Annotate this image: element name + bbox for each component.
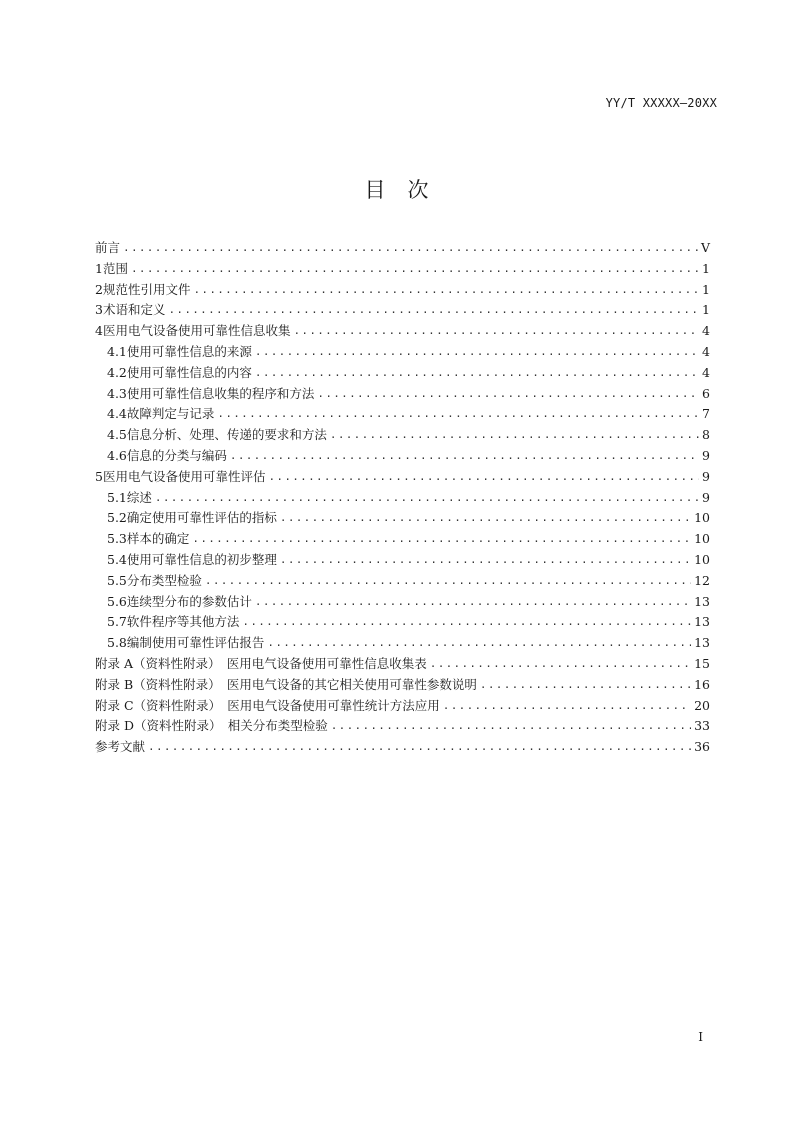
toc-entry-page: V	[700, 240, 710, 255]
toc-entry-number: 5.1	[107, 489, 127, 505]
toc-entry-number: 1	[95, 260, 103, 276]
toc-leader-dots	[317, 384, 699, 405]
toc-entry-page: 33	[694, 718, 710, 734]
toc-entry[interactable]	[95, 550, 710, 571]
toc-entry[interactable]	[95, 321, 710, 342]
toc-leader-dots	[443, 696, 691, 717]
toc-entry[interactable]	[95, 300, 710, 321]
toc-entry-page: 10	[694, 551, 710, 567]
toc-entry-page: 1	[702, 302, 710, 318]
toc-entry-label: 附录 D（资料性附录） 相关分布类型检验	[95, 718, 328, 734]
toc-entry-number: 4.1	[107, 343, 127, 359]
toc-entry-number: 4.6	[107, 447, 127, 463]
toc-leader-dots	[293, 321, 699, 342]
toc-entry-label: 软件程序等其他方法	[126, 614, 240, 630]
toc-entry-page: 12	[694, 572, 710, 588]
toc-entry[interactable]	[95, 342, 710, 363]
toc-entry-label: 综述	[126, 489, 152, 505]
toc-leader-dots	[480, 675, 691, 696]
toc-leader-dots	[131, 259, 699, 280]
toc-entry[interactable]	[95, 259, 710, 280]
toc-leader-dots	[123, 238, 698, 259]
toc-entry-page: 4	[702, 364, 710, 380]
toc-entry[interactable]	[95, 571, 710, 592]
toc-entry-label: 使用可靠性信息的内容	[126, 364, 252, 380]
toc-entry-number: 3	[95, 302, 103, 318]
toc-leader-dots	[255, 363, 699, 384]
toc-leader-dots	[267, 633, 691, 654]
toc-entry-label: 前言	[95, 240, 121, 255]
toc-entry-label: 使用可靠性信息收集的程序和方法	[126, 385, 315, 401]
toc-entry[interactable]	[95, 446, 710, 467]
toc-entry-page: 13	[694, 635, 710, 651]
toc-entry-page: 15	[694, 655, 710, 671]
toc-entry-label: 连续型分布的参数估计	[126, 593, 252, 609]
toc-entry-number: 4.3	[107, 385, 127, 401]
toc-entry-page: 6	[702, 385, 710, 401]
toc-entry[interactable]	[95, 467, 710, 488]
toc-entry-number: 4.5	[107, 427, 127, 443]
toc-entry[interactable]	[95, 488, 710, 509]
toc-entry-page: 1	[702, 281, 710, 297]
toc-entry-page: 9	[702, 447, 710, 463]
toc-leader-dots	[430, 654, 691, 675]
toc-entry[interactable]	[95, 238, 710, 259]
table-of-contents	[95, 238, 710, 758]
toc-entry-page: 8	[702, 427, 710, 443]
toc-entry-page: 20	[694, 697, 710, 713]
toc-entry[interactable]	[95, 529, 710, 550]
toc-entry-page: 7	[702, 406, 710, 422]
toc-entry-label: 术语和定义	[102, 302, 166, 318]
toc-leader-dots	[255, 342, 699, 363]
toc-entry-page: 36	[694, 739, 710, 755]
toc-entry-number: 5.5	[107, 572, 127, 588]
toc-entry[interactable]	[95, 737, 710, 758]
toc-entry-number: 5.4	[107, 551, 127, 567]
toc-entry-number: 5.2	[107, 510, 127, 526]
toc-entry-number: 2	[95, 281, 103, 297]
toc-entry-label: 医用电气设备使用可靠性评估	[102, 468, 266, 484]
toc-leader-dots	[268, 467, 699, 488]
toc-leader-dots	[280, 550, 691, 571]
toc-leader-dots	[280, 508, 691, 529]
toc-leader-dots	[217, 404, 699, 425]
toc-leader-dots	[155, 488, 699, 509]
toc-entry-page: 4	[702, 323, 710, 339]
page-title: 目次	[364, 178, 451, 202]
toc-entry-label: 样本的确定	[126, 531, 190, 547]
toc-entry[interactable]	[95, 654, 710, 675]
toc-entry-page: 16	[694, 676, 710, 692]
toc-entry[interactable]	[95, 675, 710, 696]
toc-entry-page: 9	[702, 468, 710, 484]
toc-entry[interactable]	[95, 404, 710, 425]
toc-entry[interactable]	[95, 425, 710, 446]
toc-leader-dots	[205, 571, 691, 592]
toc-entry[interactable]	[95, 696, 710, 717]
toc-entry-label: 确定使用可靠性评估的指标	[126, 510, 277, 526]
toc-leader-dots	[331, 716, 691, 737]
toc-entry-label: 信息分析、处理、传递的要求和方法	[126, 427, 327, 443]
toc-entry[interactable]	[95, 363, 710, 384]
footer-page-number: I	[698, 1030, 703, 1044]
toc-leader-dots	[148, 737, 691, 758]
toc-entry-page: 4	[702, 343, 710, 359]
toc-entry[interactable]	[95, 508, 710, 529]
toc-leader-dots	[255, 592, 691, 613]
toc-entry-page: 1	[702, 260, 710, 276]
toc-entry[interactable]	[95, 612, 710, 633]
toc-entry-page: 13	[694, 614, 710, 630]
toc-leader-dots	[242, 612, 691, 633]
toc-entry[interactable]	[95, 592, 710, 613]
standard-code: YY/T XXXXX—20XX	[605, 96, 717, 110]
toc-entry[interactable]	[95, 716, 710, 737]
toc-entry-page: 10	[694, 510, 710, 526]
toc-leader-dots	[192, 529, 691, 550]
toc-entry-number: 5.3	[107, 531, 127, 547]
toc-entry-label: 分布类型检验	[126, 572, 202, 588]
toc-entry-number: 4.4	[107, 406, 127, 422]
toc-entry-number: 5.7	[107, 614, 127, 630]
toc-entry-label: 规范性引用文件	[102, 281, 191, 297]
toc-entry-number: 4.2	[107, 364, 127, 380]
toc-leader-dots	[193, 280, 699, 301]
toc-entry-label: 范围	[102, 260, 128, 276]
toc-entry-label: 信息的分类与编码	[126, 447, 227, 463]
toc-entry-number: 5	[95, 468, 103, 484]
toc-entry-label: 使用可靠性信息的初步整理	[126, 551, 277, 567]
toc-entry-label: 附录 A（资料性附录） 医用电气设备使用可靠性信息收集表	[95, 655, 427, 671]
toc-entry[interactable]	[95, 280, 710, 301]
toc-entry-label: 参考文献	[95, 739, 146, 755]
toc-entry-page: 9	[702, 489, 710, 505]
toc-entry-number: 4	[95, 323, 103, 339]
toc-entry-label: 附录 B（资料性附录） 医用电气设备的其它相关使用可靠性参数说明	[95, 676, 477, 692]
toc-entry-label: 编制使用可靠性评估报告	[126, 635, 265, 651]
toc-entry[interactable]	[95, 384, 710, 405]
toc-leader-dots	[168, 300, 699, 321]
toc-entry[interactable]	[95, 633, 710, 654]
toc-entry-label: 医用电气设备使用可靠性信息收集	[102, 323, 291, 339]
toc-entry-number: 5.8	[107, 635, 127, 651]
toc-leader-dots	[330, 425, 699, 446]
toc-leader-dots	[230, 446, 699, 467]
toc-entry-label: 附录 C（资料性附录） 医用电气设备使用可靠性统计方法应用	[95, 697, 440, 713]
toc-entry-number: 5.6	[107, 593, 127, 609]
toc-entry-label: 使用可靠性信息的来源	[126, 343, 252, 359]
toc-entry-label: 故障判定与记录	[126, 406, 215, 422]
toc-entry-page: 13	[694, 593, 710, 609]
toc-entry-page: 10	[694, 531, 710, 547]
